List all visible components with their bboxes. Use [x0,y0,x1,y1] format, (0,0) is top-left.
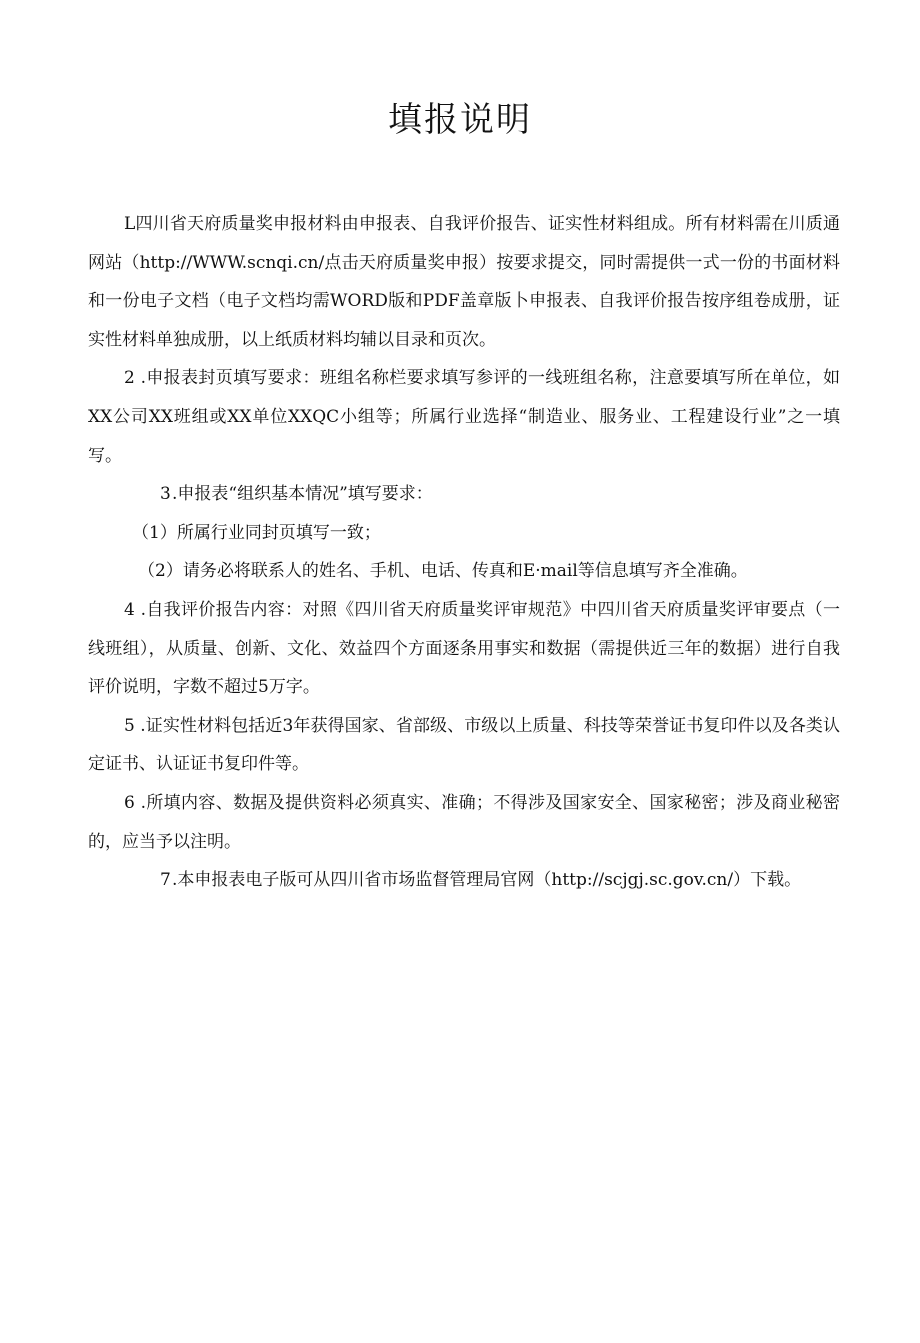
instructions-body [88,205,840,900]
paragraph-3-number: 3 [160,484,171,505]
paragraph-3-item-1: （1）所属行业同封页填写一致； [132,522,381,543]
paragraph-7-text: .本申报表电子版可从四川省市场监督管理局官网（http://scjgj.sc.gov.cn/）下载。 [172,870,802,891]
paragraph-3 [88,475,840,514]
paragraph-3-item-2: （2）请务必将联系人的姓名、手机、电话、传真和E·mail等信息填写齐全准确。 [138,561,748,582]
paragraph-7-number: 7 [160,870,171,891]
paragraph-5: 5 .证实性材料包括近3年获得国家、省部级、市级以上质量、科技等荣誉证书复印件以及各类认定证书、认证证书复印件等。 [88,715,840,775]
paragraph-3-text: .申报表“组织基本情况”填写要求： [172,484,433,505]
page-title: 填报说明 [388,100,532,140]
paragraph-7 [88,861,840,900]
paragraph-1: L四川省天府质量奖申报材料由申报表、自我评价报告、证实性材料组成。所有材料需在川质通网站（http://WWW.scnqi.cn/点击天府质量奖申报）按要求提交，同时需提供一式一份的书面材料和一份电子文档（电子文档均需WORD版和PDF盖章版卜申报表、自我评价报告按序组卷成册，证实性材料单独成册，以上纸质材料均辅以目录和页次。 [88,214,840,350]
paragraph-2: 2 .申报表封页填写要求：班组名称栏要求填写参评的一线班组名称，注意要填写所在单位，如XX公司XX班组或XX单位XXQC小组等；所属行业选择“制造业、服务业、工程建设行业”之一填写。 [88,368,840,466]
paragraph-6: 6 .所填内容、数据及提供资料必须真实、准确；不得涉及国家安全、国家秘密；涉及商业秘密的，应当予以注明。 [88,792,840,852]
paragraph-4: 4 .自我评价报告内容：对照《四川省天府质量奖评审规范》中四川省天府质量奖评审要点（一线班组），从质量、创新、文化、效益四个方面逐条用事实和数据（需提供近三年的数据）进行自我评价说明，字数不超过5万字。 [88,599,840,698]
